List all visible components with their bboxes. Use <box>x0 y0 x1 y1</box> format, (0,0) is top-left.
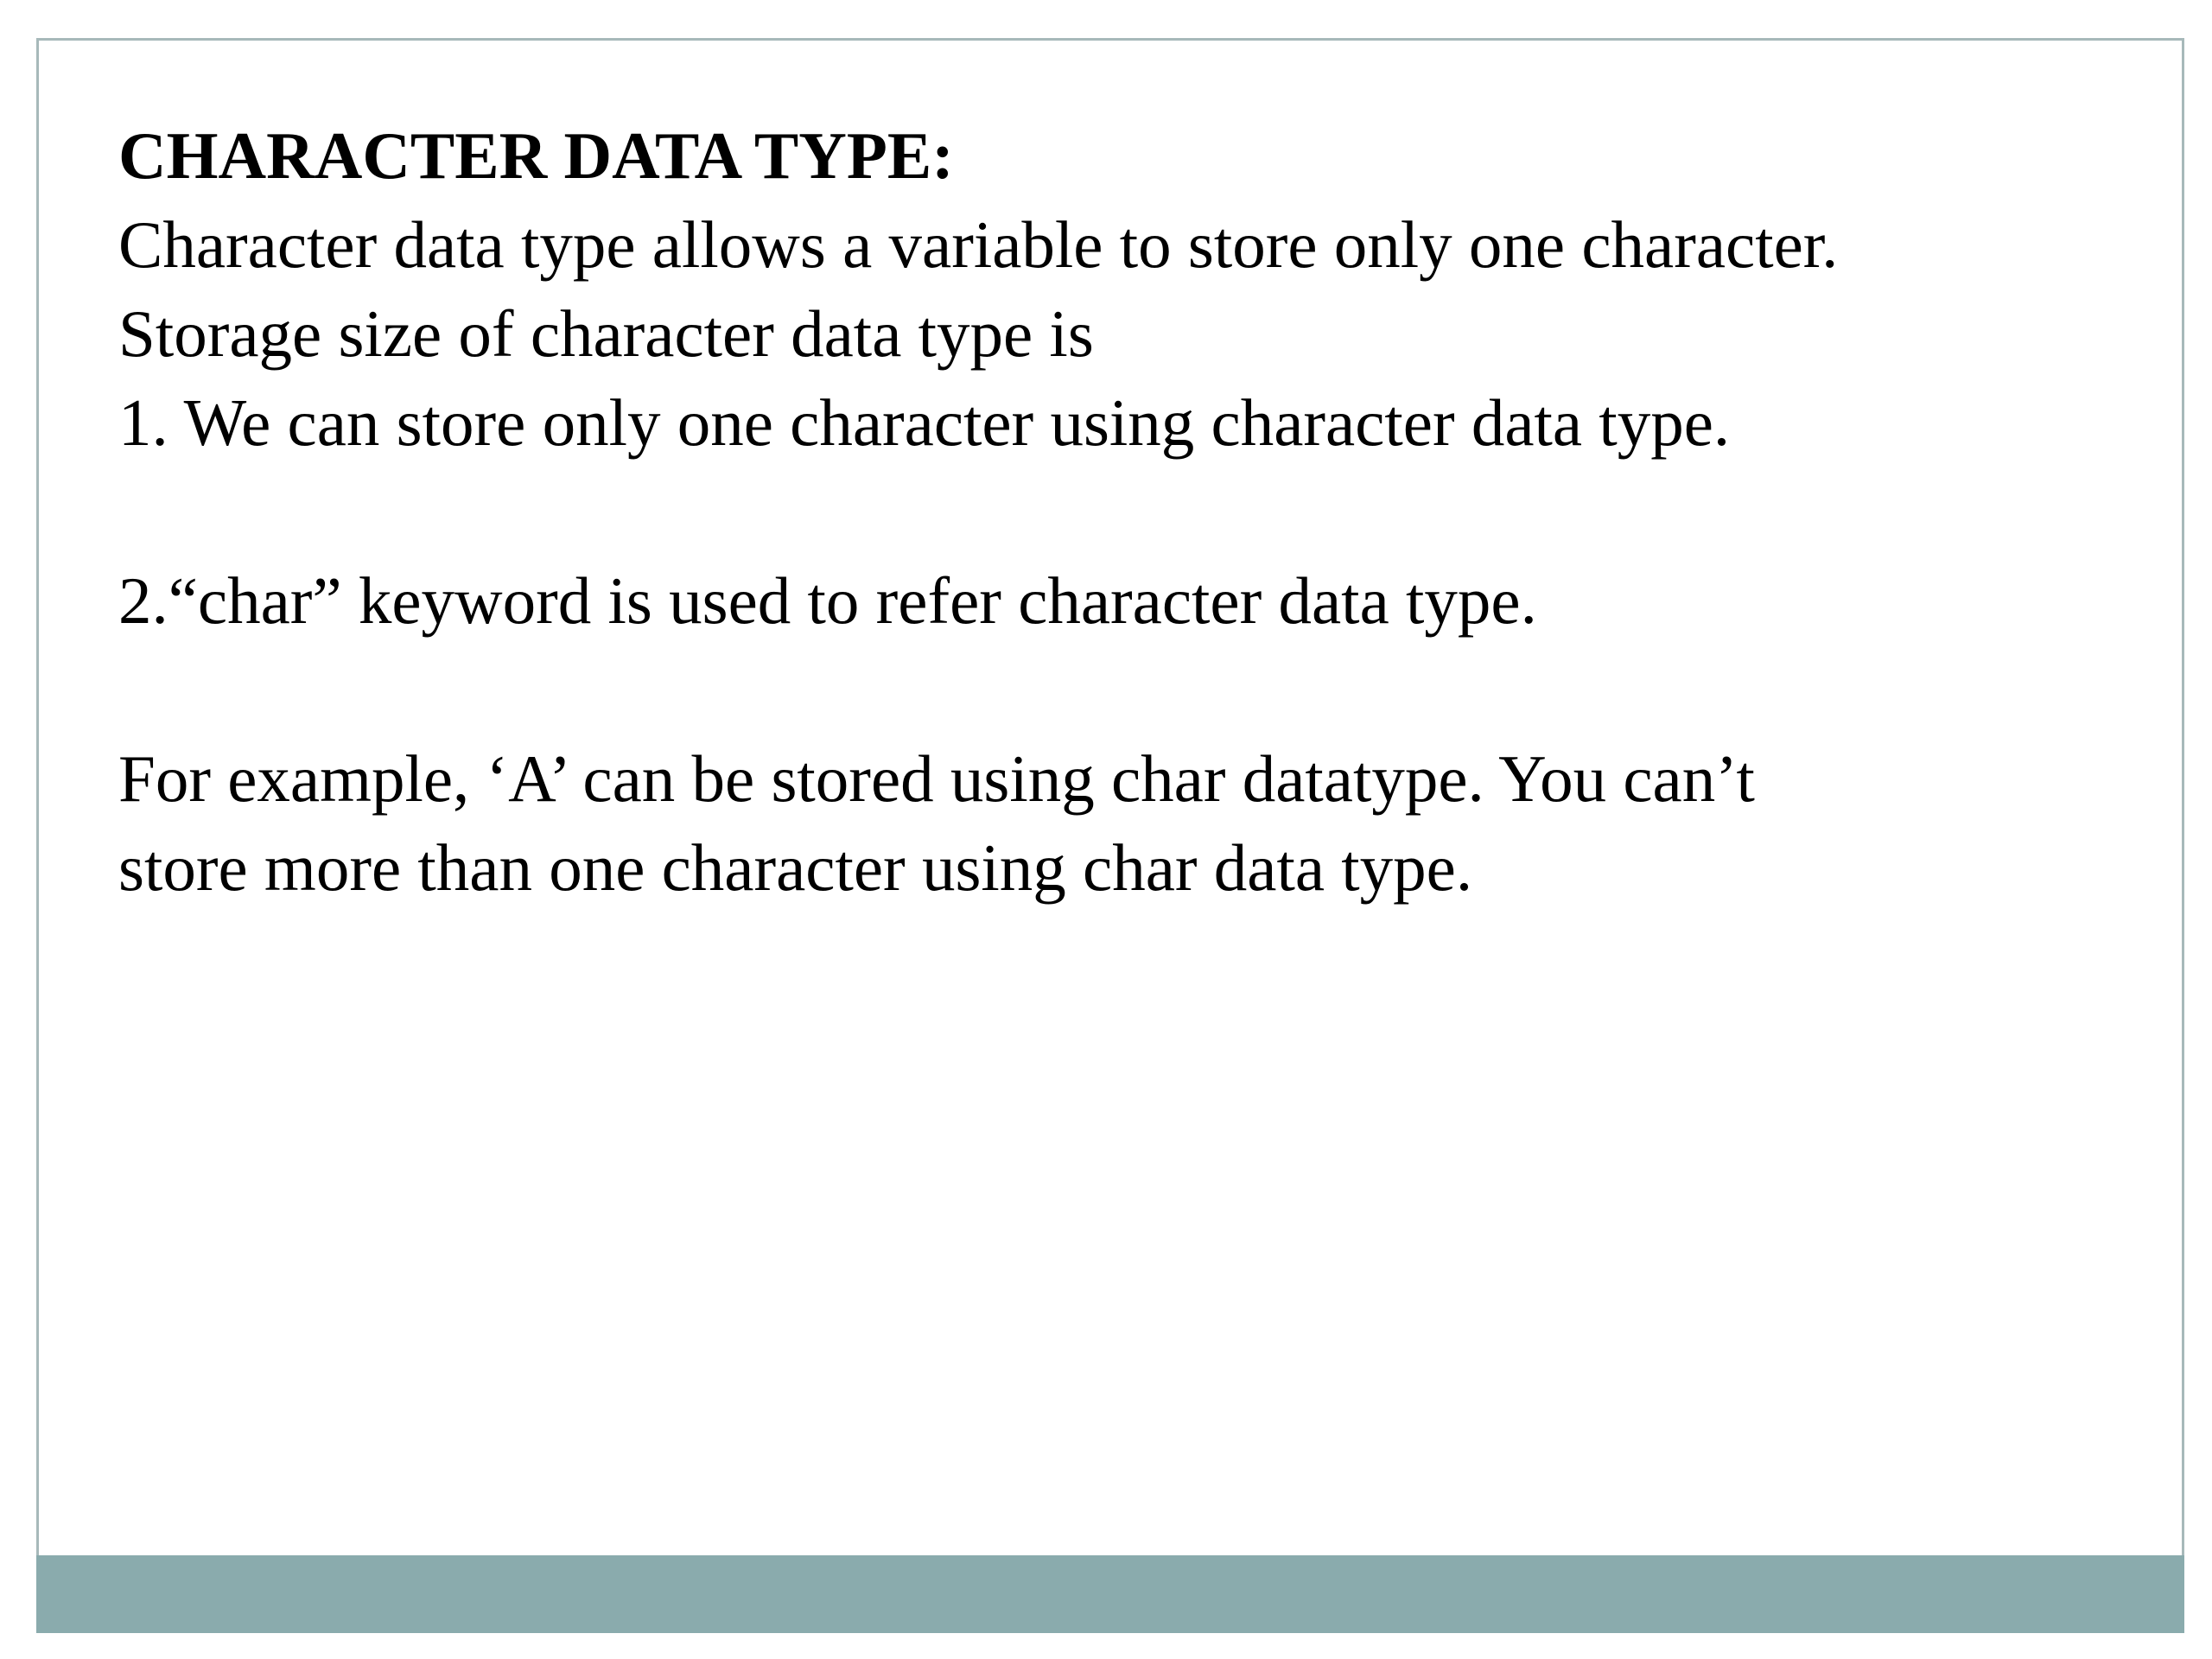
paragraph-spacer <box>118 645 2106 734</box>
body-line: Character data type allows a variable to store only one character. <box>118 207 1839 282</box>
list-item: 1. We can store only one character using character data type. <box>118 385 1731 460</box>
list-item: 2.“char” keyword is used to refer character data type. <box>118 563 1537 638</box>
slide-frame <box>36 38 2184 1633</box>
slide-body <box>118 111 2106 912</box>
example-line: For example, ‘A’ can be stored using char datatype. You can’t <box>118 741 1755 816</box>
paragraph-spacer <box>118 467 2106 556</box>
slide-heading: CHARACTER DATA TYPE: <box>118 118 954 193</box>
body-line: Storage size of character data type is <box>118 296 1094 371</box>
example-line: store more than one character using char data type. <box>118 830 1473 905</box>
footer-band <box>36 1555 2184 1633</box>
